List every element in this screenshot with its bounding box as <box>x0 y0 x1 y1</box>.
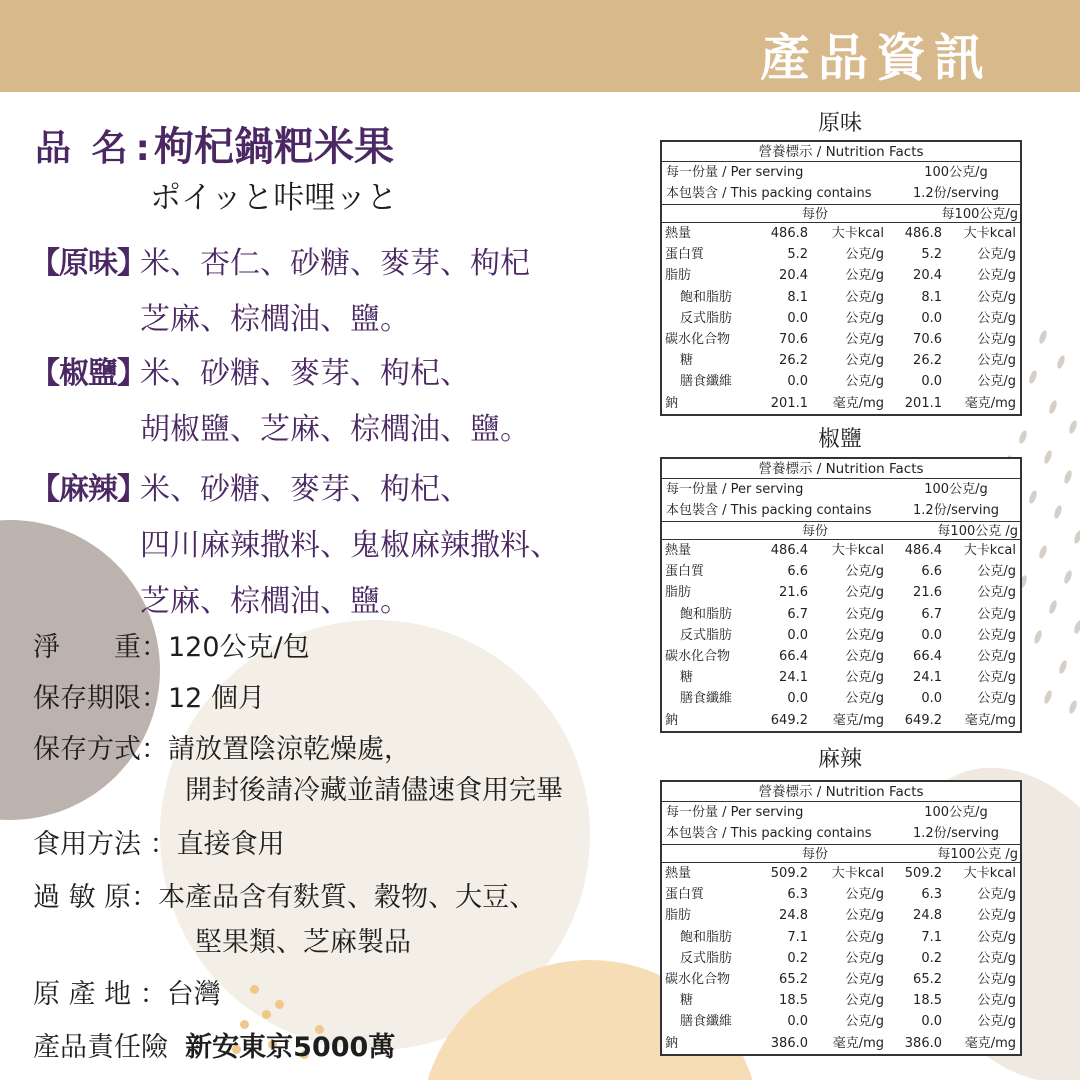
per-100g-value: 21.6 <box>913 585 942 601</box>
per-serving-unit: 公克/g <box>845 929 884 945</box>
ingredients-pepper-salt <box>30 348 530 448</box>
serving-value: 100公克/g <box>924 805 988 820</box>
per-100g-unit: 公克/g <box>977 887 1016 903</box>
nutrient-name: 脂肪 <box>665 268 692 284</box>
col-per-serving: 每份 <box>802 207 829 222</box>
nutrient-name: 熱量 <box>665 543 692 558</box>
per-serving-value: 20.4 <box>779 268 808 284</box>
per-serving-unit: 公克/g <box>845 627 884 643</box>
nutrition-row <box>662 905 1020 926</box>
per-serving-unit: 公克/g <box>845 1014 884 1030</box>
per-serving-value: 18.5 <box>779 993 808 1009</box>
per-serving-unit: 公克/g <box>845 247 884 263</box>
nutrition-row <box>662 625 1020 646</box>
nutrition-facts-table <box>660 140 1022 416</box>
nutrition-flavor-heading: 麻辣 <box>817 747 862 772</box>
per-100g-value: 65.2 <box>913 971 942 987</box>
net-weight: 淨 重：120公克/包 <box>33 632 310 663</box>
per-100g-value: 486.8 <box>904 226 942 241</box>
nutrition-row <box>662 329 1020 350</box>
packing-label: 本包裝含 / This packing contains <box>666 503 872 518</box>
per-serving-unit: 公克/g <box>845 289 884 305</box>
header-bar <box>0 0 1080 92</box>
nutrient-name: 糖 <box>680 993 694 1009</box>
nutrient-name: 脂肪 <box>665 908 692 924</box>
nutrition-facts-table <box>660 457 1022 733</box>
per-100g-value: 509.2 <box>904 866 942 881</box>
per-serving-value: 386.0 <box>770 1035 808 1051</box>
nutrition-facts-table <box>660 780 1022 1056</box>
per-serving-value: 649.2 <box>770 712 808 728</box>
per-100g-value: 649.2 <box>904 712 942 728</box>
per-serving-unit: 公克/g <box>845 670 884 686</box>
per-100g-unit: 公克/g <box>977 929 1016 945</box>
nutrient-name: 膳食纖維 <box>680 691 733 707</box>
rice-grain-dot <box>1043 449 1053 464</box>
rice-grain-dot <box>1038 329 1048 344</box>
nutrition-row <box>662 308 1020 329</box>
per-100g-value: 66.4 <box>913 648 942 664</box>
per-serving-unit: 公克/g <box>845 691 884 707</box>
packing-value: 1.2份/serving <box>913 186 999 201</box>
nutrition-row <box>662 582 1020 603</box>
per-100g-unit: 公克/g <box>977 247 1016 263</box>
nutrient-name: 碳水化合物 <box>665 971 731 987</box>
per-serving-unit: 公克/g <box>845 993 884 1009</box>
rice-grain-dot <box>1048 599 1058 614</box>
insurance <box>33 1025 395 1064</box>
insurance-label: 產品責任險 <box>33 1032 168 1063</box>
nutrition-row <box>662 540 1020 561</box>
nutrition-row <box>662 393 1020 414</box>
per-100g-value: 0.0 <box>921 691 942 707</box>
per-serving-unit: 大卡kcal <box>831 543 884 558</box>
origin: 原 產 地 ：台灣 <box>33 979 221 1010</box>
per-100g-unit: 公克/g <box>977 950 1016 966</box>
nutrition-row <box>662 1011 1020 1032</box>
per-serving-unit: 公克/g <box>845 268 884 284</box>
nutrition-title: 營養標示 / Nutrition Facts <box>662 782 1020 802</box>
per-100g-value: 201.1 <box>904 395 942 411</box>
per-serving-value: 7.1 <box>787 929 808 945</box>
nutrient-name: 飽和脂肪 <box>680 289 733 305</box>
ingredients-line: 米、杏仁、砂糖、麥芽、枸杞 <box>140 246 530 281</box>
packing-row <box>662 823 1020 844</box>
nutrition-row <box>662 969 1020 990</box>
per-serving-value: 24.8 <box>779 908 808 924</box>
per-100g-unit: 公克/g <box>977 691 1016 707</box>
per-100g-unit: 毫克/mg <box>964 712 1016 728</box>
ingredients-original <box>30 238 530 338</box>
per-serving-unit: 公克/g <box>845 564 884 580</box>
storage-method: 保存方式：請放置陰涼乾燥處， <box>33 734 411 765</box>
product-name-row <box>35 115 394 172</box>
rice-grain-dot <box>1063 469 1073 484</box>
rice-grain-dot <box>1038 544 1048 559</box>
rice-grain-dot <box>1028 489 1038 504</box>
ingredients-line: 胡椒鹽、芝麻、棕櫚油、鹽。 <box>140 412 530 447</box>
nutrition-row <box>662 646 1020 667</box>
per-serving-unit: 大卡kcal <box>831 866 884 881</box>
per-100g-value: 24.8 <box>913 908 942 924</box>
per-100g-unit: 公克/g <box>977 670 1016 686</box>
ingredients-line: 米、砂糖、麥芽、枸杞、 <box>140 472 470 507</box>
nutrition-row <box>662 948 1020 969</box>
per-100g-unit: 公克/g <box>977 993 1016 1009</box>
ingredients-line: 芝麻、棕櫚油、鹽。 <box>140 584 410 619</box>
nutrient-name: 鈉 <box>665 395 679 411</box>
per-serving-value: 6.7 <box>787 606 808 622</box>
gold-dot <box>262 1010 271 1019</box>
rice-grain-dot <box>1033 629 1043 644</box>
packing-value: 1.2份/serving <box>913 503 999 518</box>
nutrient-name: 脂肪 <box>665 585 692 601</box>
col-per-serving: 每份 <box>802 847 829 862</box>
per-100g-value: 24.1 <box>913 670 942 686</box>
rice-grain-dot <box>1028 369 1038 384</box>
per-100g-unit: 大卡kcal <box>963 226 1016 241</box>
rice-grain-dot <box>1068 419 1078 434</box>
nutrient-name: 鈉 <box>665 1035 679 1051</box>
nutrient-name: 鈉 <box>665 712 679 728</box>
nutrient-name: 反式脂肪 <box>680 950 733 966</box>
nutrition-row <box>662 884 1020 905</box>
nutrition-title: 營養標示 / Nutrition Facts <box>662 459 1020 479</box>
rice-grain-dot <box>1056 354 1066 369</box>
serving-label: 每一份量 / Per serving <box>666 165 804 180</box>
rice-grain-dot <box>1068 699 1078 714</box>
gold-dot <box>275 1000 284 1009</box>
per-100g-unit: 公克/g <box>977 648 1016 664</box>
ingredients-line: 四川麻辣撒料、鬼椒麻辣撒料、 <box>140 528 560 563</box>
per-100g-unit: 公克/g <box>977 331 1016 347</box>
rice-grain-dot <box>1058 659 1068 674</box>
rice-grain-dot <box>1073 619 1080 634</box>
per-100g-unit: 毫克/mg <box>964 395 1016 411</box>
per-serving-unit: 公克/g <box>845 310 884 326</box>
per-100g-value: 7.1 <box>921 929 942 945</box>
per-100g-unit: 大卡kcal <box>963 543 1016 558</box>
per-serving-value: 201.1 <box>770 395 808 411</box>
per-serving-value: 8.1 <box>787 289 808 305</box>
per-100g-unit: 公克/g <box>977 268 1016 284</box>
per-serving-unit: 大卡kcal <box>831 226 884 241</box>
per-serving-value: 486.4 <box>770 543 808 558</box>
flavor-label: 【原味】 <box>30 246 146 281</box>
per-100g-value: 0.2 <box>921 950 942 966</box>
product-name-label: 品 名 <box>35 128 132 169</box>
rice-grain-dot <box>1048 399 1058 414</box>
per-100g-value: 6.3 <box>921 887 942 903</box>
per-100g-value: 0.0 <box>921 627 942 643</box>
nutrient-name: 反式脂肪 <box>680 310 733 326</box>
shelf-life: 保存期限：12 個月 <box>33 683 265 714</box>
column-header <box>662 844 1020 863</box>
per-serving-unit: 公克/g <box>845 908 884 924</box>
serving-value: 100公克/g <box>924 165 988 180</box>
per-100g-value: 5.2 <box>921 247 942 263</box>
nutrition-row <box>662 688 1020 709</box>
per-serving-value: 5.2 <box>787 247 808 263</box>
per-100g-unit: 公克/g <box>977 374 1016 390</box>
per-serving-unit: 毫克/mg <box>832 712 884 728</box>
product-name-colon: : <box>135 128 150 169</box>
per-100g-unit: 公克/g <box>977 971 1016 987</box>
nutrient-name: 膳食纖維 <box>680 1014 733 1030</box>
nutrition-row <box>662 265 1020 286</box>
packing-row <box>662 500 1020 521</box>
nutrition-flavor-heading: 原味 <box>817 111 862 136</box>
rice-grain-dot <box>1053 504 1063 519</box>
per-serving-value: 26.2 <box>779 353 808 369</box>
nutrition-row <box>662 223 1020 244</box>
per-serving-unit: 公克/g <box>845 971 884 987</box>
flavor-label: 【椒鹽】 <box>30 356 146 391</box>
nutrient-name: 膳食纖維 <box>680 374 733 390</box>
insurance-value: 新安東京5000萬 <box>185 1032 396 1063</box>
nutrient-name: 熱量 <box>665 226 692 241</box>
product-name: 枸杞鍋粑米果 <box>153 124 394 170</box>
nutrient-name: 飽和脂肪 <box>680 929 733 945</box>
per-100g-value: 0.0 <box>921 374 942 390</box>
serving-label: 每一份量 / Per serving <box>666 482 804 497</box>
per-100g-unit: 公克/g <box>977 627 1016 643</box>
packing-label: 本包裝含 / This packing contains <box>666 826 872 841</box>
nutrient-name: 熱量 <box>665 866 692 881</box>
nutrient-name: 碳水化合物 <box>665 331 731 347</box>
per-serving-unit: 公克/g <box>845 585 884 601</box>
column-header <box>662 521 1020 540</box>
nutrition-row <box>662 244 1020 265</box>
per-serving-unit: 毫克/mg <box>832 1035 884 1051</box>
serving-label: 每一份量 / Per serving <box>666 805 804 820</box>
per-100g-unit: 公克/g <box>977 585 1016 601</box>
rice-grain-dot <box>1043 689 1053 704</box>
per-serving-value: 0.0 <box>787 374 808 390</box>
per-serving-unit: 公克/g <box>845 606 884 622</box>
per-serving-unit: 公克/g <box>845 950 884 966</box>
storage-method-cont: 開封後請冷藏並請儘速食用完畢 <box>185 775 563 806</box>
nutrition-row <box>662 667 1020 688</box>
per-100g-value: 26.2 <box>913 353 942 369</box>
column-header <box>662 204 1020 223</box>
per-serving-value: 509.2 <box>770 866 808 881</box>
per-serving-value: 0.0 <box>787 310 808 326</box>
per-serving-unit: 公克/g <box>845 374 884 390</box>
per-100g-unit: 公克/g <box>977 1014 1016 1030</box>
nutrient-name: 蛋白質 <box>665 887 705 903</box>
nutrient-name: 反式脂肪 <box>680 627 733 643</box>
serving-value: 100公克/g <box>924 482 988 497</box>
nutrition-row <box>662 287 1020 308</box>
per-serving-value: 0.2 <box>787 950 808 966</box>
ingredients-line: 米、砂糖、麥芽、枸杞、 <box>140 356 470 391</box>
nutrient-name: 蛋白質 <box>665 564 705 580</box>
gold-dot <box>250 985 259 994</box>
per-serving-value: 65.2 <box>779 971 808 987</box>
nutrition-row <box>662 863 1020 884</box>
per-serving-value: 486.8 <box>770 226 808 241</box>
per-serving-unit: 公克/g <box>845 887 884 903</box>
per-serving-unit: 公克/g <box>845 331 884 347</box>
per-serving-value: 6.6 <box>787 564 808 580</box>
page-title: 產品資訊 <box>760 29 992 87</box>
serving-row <box>662 802 1020 823</box>
nutrient-name: 碳水化合物 <box>665 648 731 664</box>
per-100g-value: 0.0 <box>921 1014 942 1030</box>
per-100g-unit: 毫克/mg <box>964 1035 1016 1051</box>
per-100g-value: 6.7 <box>921 606 942 622</box>
usage-method: 食用方法 ：直接食用 <box>33 829 285 860</box>
per-100g-value: 8.1 <box>921 289 942 305</box>
per-100g-unit: 公克/g <box>977 289 1016 305</box>
nutrition-flavor-heading: 椒鹽 <box>817 427 862 452</box>
per-serving-value: 0.0 <box>787 1014 808 1030</box>
col-per-serving: 每份 <box>802 524 829 539</box>
nutrition-row <box>662 604 1020 625</box>
per-serving-value: 24.1 <box>779 670 808 686</box>
rice-grain-dot <box>1063 569 1073 584</box>
per-100g-unit: 公克/g <box>977 353 1016 369</box>
per-serving-value: 66.4 <box>779 648 808 664</box>
per-100g-value: 0.0 <box>921 310 942 326</box>
per-100g-value: 6.6 <box>921 564 942 580</box>
per-serving-value: 0.0 <box>787 691 808 707</box>
nutrition-row <box>662 371 1020 392</box>
allergen-cont: 堅果類、芝麻製品 <box>195 927 411 958</box>
product-subtitle: ポイッと咔哩ッと <box>150 180 398 216</box>
col-per-100g: 每100公克 /g <box>937 524 1018 539</box>
per-serving-value: 6.3 <box>787 887 808 903</box>
flavor-label: 【麻辣】 <box>30 472 146 507</box>
per-100g-unit: 公克/g <box>977 606 1016 622</box>
nutrition-row <box>662 561 1020 582</box>
per-serving-value: 0.0 <box>787 627 808 643</box>
nutrition-row <box>662 927 1020 948</box>
packing-value: 1.2份/serving <box>913 826 999 841</box>
per-100g-unit: 公克/g <box>977 564 1016 580</box>
nutrition-row <box>662 350 1020 371</box>
nutrient-name: 糖 <box>680 670 694 686</box>
per-100g-unit: 大卡kcal <box>963 866 1016 881</box>
per-serving-unit: 公克/g <box>845 353 884 369</box>
packing-row <box>662 183 1020 204</box>
col-per-100g: 每100公克 /g <box>937 847 1018 862</box>
nutrition-title: 營養標示 / Nutrition Facts <box>662 142 1020 162</box>
nutrient-name: 糖 <box>680 353 694 369</box>
ingredients-spicy <box>30 464 560 620</box>
nutrient-name: 蛋白質 <box>665 247 705 263</box>
nutrition-row <box>662 990 1020 1011</box>
per-serving-unit: 毫克/mg <box>832 395 884 411</box>
per-100g-value: 18.5 <box>913 993 942 1009</box>
per-serving-unit: 公克/g <box>845 648 884 664</box>
ingredients-line: 芝麻、棕櫚油、鹽。 <box>140 302 410 337</box>
per-100g-value: 386.0 <box>904 1035 942 1051</box>
nutrient-name: 飽和脂肪 <box>680 606 733 622</box>
serving-row <box>662 162 1020 183</box>
per-100g-value: 486.4 <box>904 543 942 558</box>
serving-row <box>662 479 1020 500</box>
nutrition-row <box>662 710 1020 731</box>
rice-grain-dot <box>1073 529 1080 544</box>
per-serving-value: 70.6 <box>779 331 808 347</box>
nutrition-row <box>662 1033 1020 1054</box>
col-per-100g: 每100公克/g <box>941 207 1018 222</box>
allergen: 過 敏 原：本產品含有麩質、穀物、大豆、 <box>33 882 537 913</box>
per-100g-value: 70.6 <box>913 331 942 347</box>
per-100g-unit: 公克/g <box>977 908 1016 924</box>
packing-label: 本包裝含 / This packing contains <box>666 186 872 201</box>
per-100g-value: 20.4 <box>913 268 942 284</box>
per-100g-unit: 公克/g <box>977 310 1016 326</box>
per-serving-value: 21.6 <box>779 585 808 601</box>
